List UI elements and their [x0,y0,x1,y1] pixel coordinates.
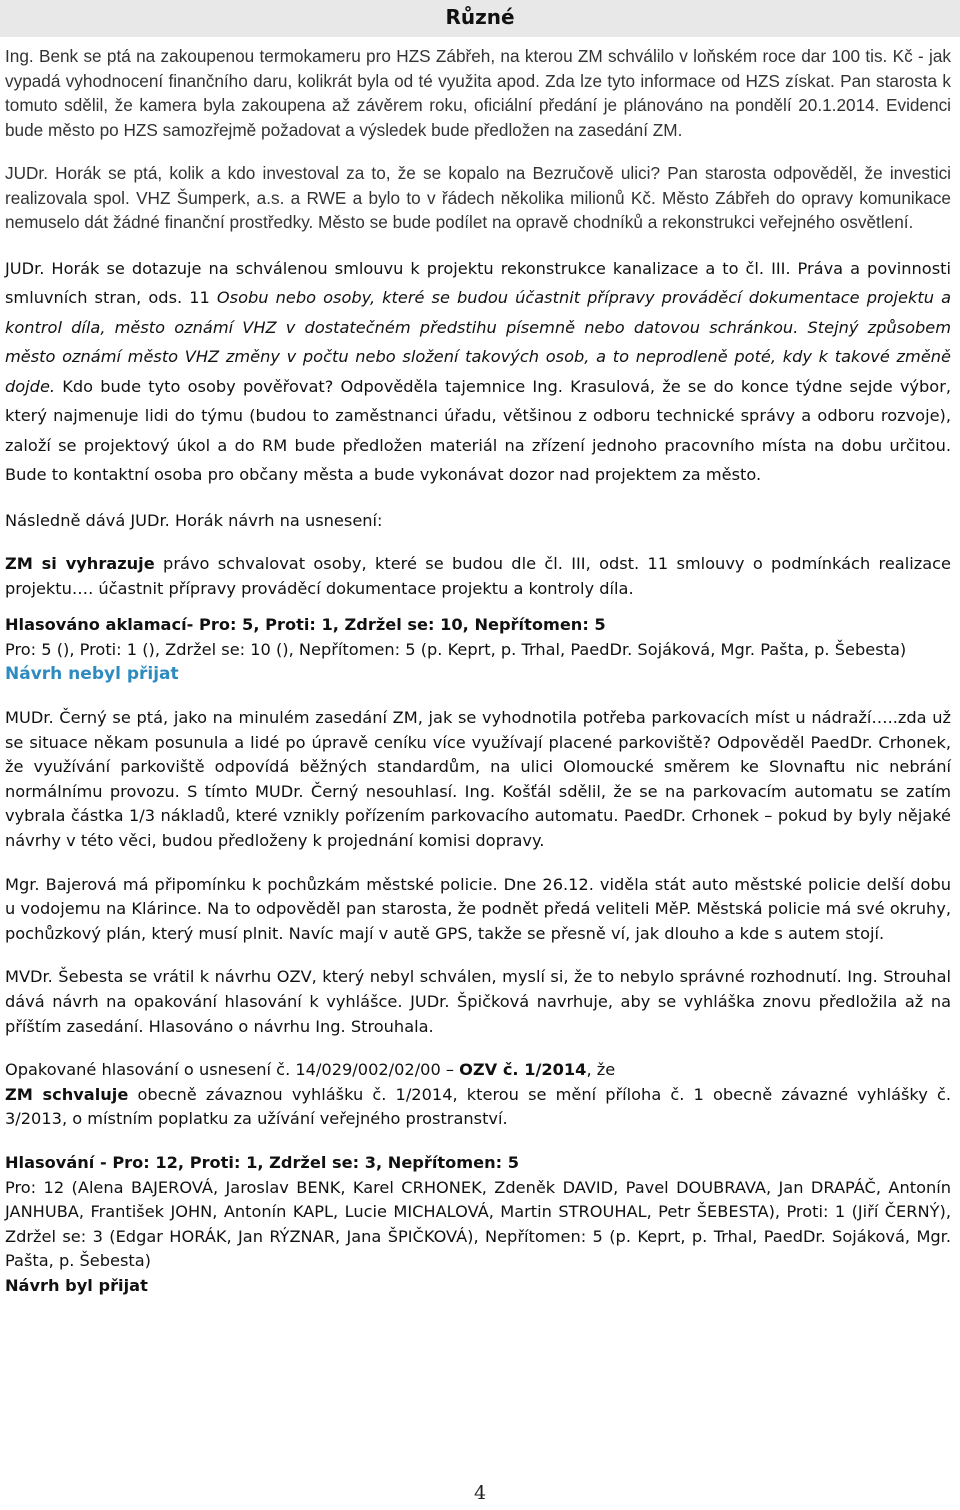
kanalizace-answer: Kdo bude tyto osoby pověřovat? Odpověděla tajemnice Ing. Krasulová, že se do konce týdne sejde výbor, který najmenuje lidi do týmu (budou to zaměstnanci úřadu, většinou z odboru technické správy a odboru rozvoje), založí se projektový úkol a do RM bude předložen materiál na zřízení jednoho pracovního místa na dobu určitou. Bude to kontaktní osoba pro občany města a bude vykonávat dozor nad projektem za město. [5,376,951,484]
vote1-detail: Pro: 5 (), Proti: 1 (), Zdržel se: 10 (), Nepřítomen: 5 (p. Keprt, p. Trhal, PaedDr. Sojáková, Mgr. Pašta, p. Šebesta) [5,639,907,659]
zm-vyhrazuje-text: právo schvalovat osoby, které se budou dle čl. III, odst. 11 smlouvy o podmínkách realizace projektu…. účastnit přípravy prováděcí dokumentace projektu a kontroly díla. [5,554,951,598]
paragraph-termokamera: Ing. Benk se ptá na zakoupenou termokameru pro HZS Zábřeh, na kterou ZM schválilo v loňském roce dar 100 tis. Kč - jak vypadá vyhodnocení finančního daru, kolikrát byla od té využita apod. Zda lze tyto informace od HZS získat. Pan starosta k tomuto sdělil, že kamera byla zakoupena až závěrem roku, oficiální předání je plánováno na pondělí 20.1.2014. Evidenci bude město po HZS samozřejmě požadovat a výsledek bude předložen na zasedání ZM. [5,46,951,140]
vote2-result: Návrh byl přijat [5,1275,148,1295]
paragraph-zm-vyhrazuje [5,552,951,601]
contract-quote: Osobu nebo osoby, které se budou účastnit přípravy prováděcí dokumentace projektu a kontrol díla, město oznámí VHZ v dostatečném předstihu písemně nebo datovou schránkou. Stejný způsobem město oznámí město VHZ změny v počtu nebo složení takových osob, a to neprodleně poté, kdy k takové změně dojde. [5,288,951,396]
ozv-number: OZV č. 1/2014 [459,1060,587,1080]
paragraph-mestska-policie: Mgr. Bajerová má připomínku k pochůzkám městské policie. Dne 26.12. viděla stát auto městské policie delší dobu u vodojemu na Klárince. Na to odpověděl pan starosta, že podnět předá veliteli MěP. Městská policie má své okruhy, pochůzkový plán, který musí plnit. Navíc mají v autě GPS, takže se přesně ví, jak dlouho a kde s autem stojí. [5,874,951,943]
page-number: 4 [473,1482,487,1504]
paragraph-bezrucova: JUDr. Horák se ptá, kolik a kdo investoval za to, že se kopalo na Bezručově ulici? Pan starosta odpověděl, že investici realizovala spol. VHZ Šumperk, a.s. a RWE a bylo to v řádech několika milionů Kč. Město Zábřeh do opravy komunikace nemuselo dát žádné finanční prostředky. Město se bude podílet na opravě chodníků a rekonstrukci veřejného osvětlení. [5,163,951,232]
opakovane-hlasovani-tail: , že [586,1060,616,1080]
paragraph-ozv: MVDr. Šebesta se vrátil k návrhu OZV, který nebyl schválen, myslí si, že to nebylo správné rozhodnutí. Ing. Strouhal dává návrh na opakování hlasování k vyhlášce. JUDr. Špičková navrhuje, aby se vyhláška znovu předložila až na příštím zasedání. Hlasováno o návrhu Ing. Strouhala. [5,967,951,1036]
paragraph-opakovane-hlasovani [5,1058,951,1132]
vote2-detail: Pro: 12 (Alena BAJEROVÁ, Jaroslav BENK, Karel CRHONEK, Zdeněk DAVID, Pavel DOUBRAVA, Jan DRAPÁČ, Antonín JANHUBA, František JOHN, Antonín KAPL, Lucie MICHALOVÁ, Martin STROUHAL, Petr ŠEBESTA), Proti: 1 (Jiří ČERNÝ), Zdržel se: 3 (Edgar HORÁK, Jan RÝZNAR, Jana ŠPIČKOVÁ), Nepřítomen: 5 (p. Keprt, p. Trhal, PaedDr. Sojáková, Mgr. Pašta, p. Šebesta) [5,1177,951,1271]
zm-schvaluje-text: obecně závaznou vyhlášku č. 1/2014, kterou se mění příloha č. 1 obecně závazné vyhlášky č. 3/2013, o místním poplatku za užívání veřejného prostranství. [5,1084,951,1129]
vote1-block [5,613,951,687]
paragraph-navrh-usneseni: Následně dává JUDr. Horák návrh na usnesení: [5,510,383,530]
document-body [5,44,951,1299]
vote1-result: Návrh nebyl přijat [5,664,179,685]
vote2-title: Hlasování - Pro: 12, Proti: 1, Zdržel se: 3, Nepřítomen: 5 [5,1152,520,1172]
opakovane-hlasovani-text: Opakované hlasování o usnesení č. 14/029/002/02/00 – [5,1060,460,1080]
zm-schvaluje-label: ZM schvaluje [5,1084,129,1104]
vote2-block [5,1151,951,1299]
kanalizace-intro: JUDr. Horák se dotazuje na schválenou smlouvu k projektu rekonstrukce kanalizace a to čl. III. Práva a povinnosti smluvních stran, ods. 11 [5,258,951,307]
paragraph-kanalizace [5,254,951,490]
section-heading: Různé [445,5,515,29]
paragraph-parkovani: MUDr. Černý se ptá, jako na minulém zasedání ZM, jak se vyhodnotila potřeba parkovacích míst u nádraží…..zda už se situace někam posunula a lidé po úpravě ceníku více využívají placené parkoviště? Odpověděl PaedDr. Crhonek, že využívání parkoviště odpovídá běžných standardům, na ulici Olomoucké směrem ke Slovnaftu nic nebrání normálnímu provozu. S tímto MUDr. Černý nesouhlasí. Ing. Košťál sdělil, že se na parkovacím automatu se zatím vybrala částka 1/3 nákladů, které vznikly pořízením parkovacího automatu. PaedDr. Crhonek – pokud by byly nějaké návrhy v této věci, budou předloženy k projednání komisi dopravy. [5,708,951,851]
zm-vyhrazuje-label: ZM si vyhrazuje [5,554,155,574]
vote1-title: Hlasováno aklamací- Pro: 5, Proti: 1, Zdržel se: 10, Nepřítomen: 5 [5,615,606,635]
